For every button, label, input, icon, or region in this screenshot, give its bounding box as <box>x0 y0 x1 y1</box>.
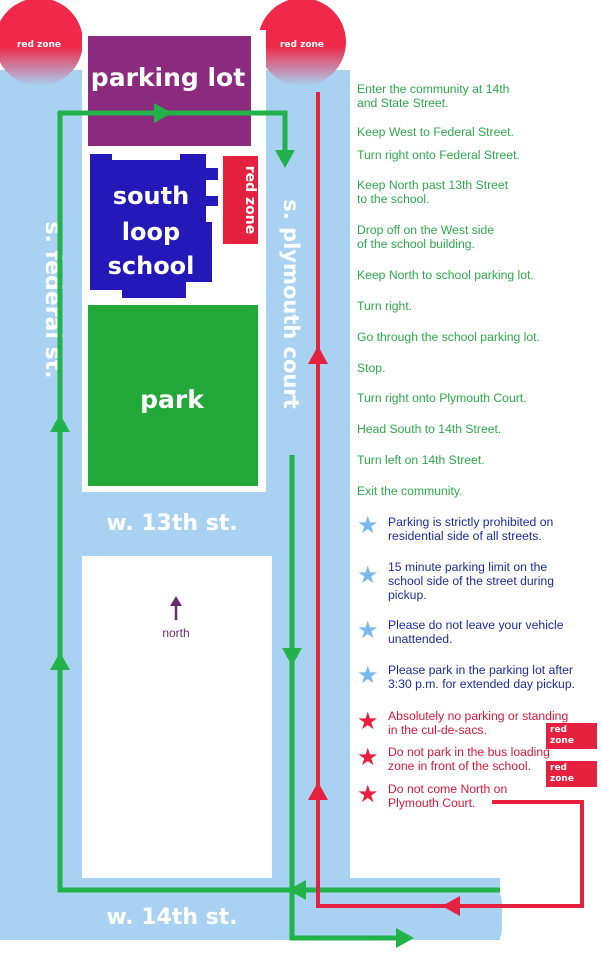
direction-step: Stop. <box>357 361 386 375</box>
red-zone-label-plymouth: red zone <box>279 40 325 50</box>
red-star-icon: ★ <box>357 744 379 771</box>
parking-note: Please do not leave your vehicle unattended. <box>388 618 564 646</box>
direction-step: Keep North past 13th Street to the school. <box>357 178 509 206</box>
parking-note: Absolutely no parking or standing in the cul-de-sacs. <box>388 709 569 737</box>
school-label-line3: school <box>107 252 195 280</box>
direction-step: Turn left on 14th Street. <box>357 453 485 467</box>
parking-note: Please park in the parking lot after 3:30 p.m. for extended day pickup. <box>388 663 575 691</box>
direction-step: Exit the community. <box>357 484 463 498</box>
blue-star-icon: ★ <box>357 562 379 589</box>
direction-step: Keep West to Federal Street. <box>357 125 514 139</box>
direction-step: Keep North to school parking lot. <box>357 268 534 282</box>
federal-street-label: s. federal st. <box>40 221 65 379</box>
red-zone-badge: red zone <box>546 761 597 787</box>
parking-note: Do not park in the bus loading zone in front of the school. <box>388 745 550 773</box>
direction-step: Drop off on the West side of the school building. <box>357 223 495 251</box>
direction-step: Head South to 14th Street. <box>357 422 502 436</box>
thirteenth-street-label: w. 13th st. <box>106 511 238 536</box>
north-label: north <box>162 626 190 640</box>
parking-lot-label: parking lot <box>90 63 246 92</box>
blue-star-icon: ★ <box>357 512 379 539</box>
school-red-zone-label: red zone <box>242 165 258 235</box>
direction-step: Turn right onto Plymouth Court. <box>357 391 527 405</box>
fourteenth-street-label: w. 14th st. <box>106 905 238 930</box>
red-star-icon: ★ <box>357 781 379 808</box>
parking-note: Do not come North on Plymouth Court. <box>388 782 508 810</box>
blue-star-icon: ★ <box>357 662 379 689</box>
direction-step: Turn right onto Federal Street. <box>357 148 520 162</box>
plymouth-court-label: s. plymouth court <box>279 199 303 409</box>
school-label-line1: south <box>112 182 190 210</box>
park-label: park <box>140 385 204 414</box>
parking-note: Parking is strictly prohibited on residential side of all streets. <box>388 515 554 543</box>
blue-star-icon: ★ <box>357 617 379 644</box>
school-label-line2: loop <box>121 218 181 246</box>
red-zone-label-federal: red zone <box>16 40 62 50</box>
direction-step: Turn right. <box>357 299 413 313</box>
direction-step: Go through the school parking lot. <box>357 330 540 344</box>
direction-step: Enter the community at 14th and State Street. <box>357 82 510 110</box>
red-star-icon: ★ <box>357 708 379 735</box>
parking-note: 15 minute parking limit on the school side of the street during pickup. <box>388 560 554 602</box>
red-zone-badge: red zone <box>546 723 597 749</box>
